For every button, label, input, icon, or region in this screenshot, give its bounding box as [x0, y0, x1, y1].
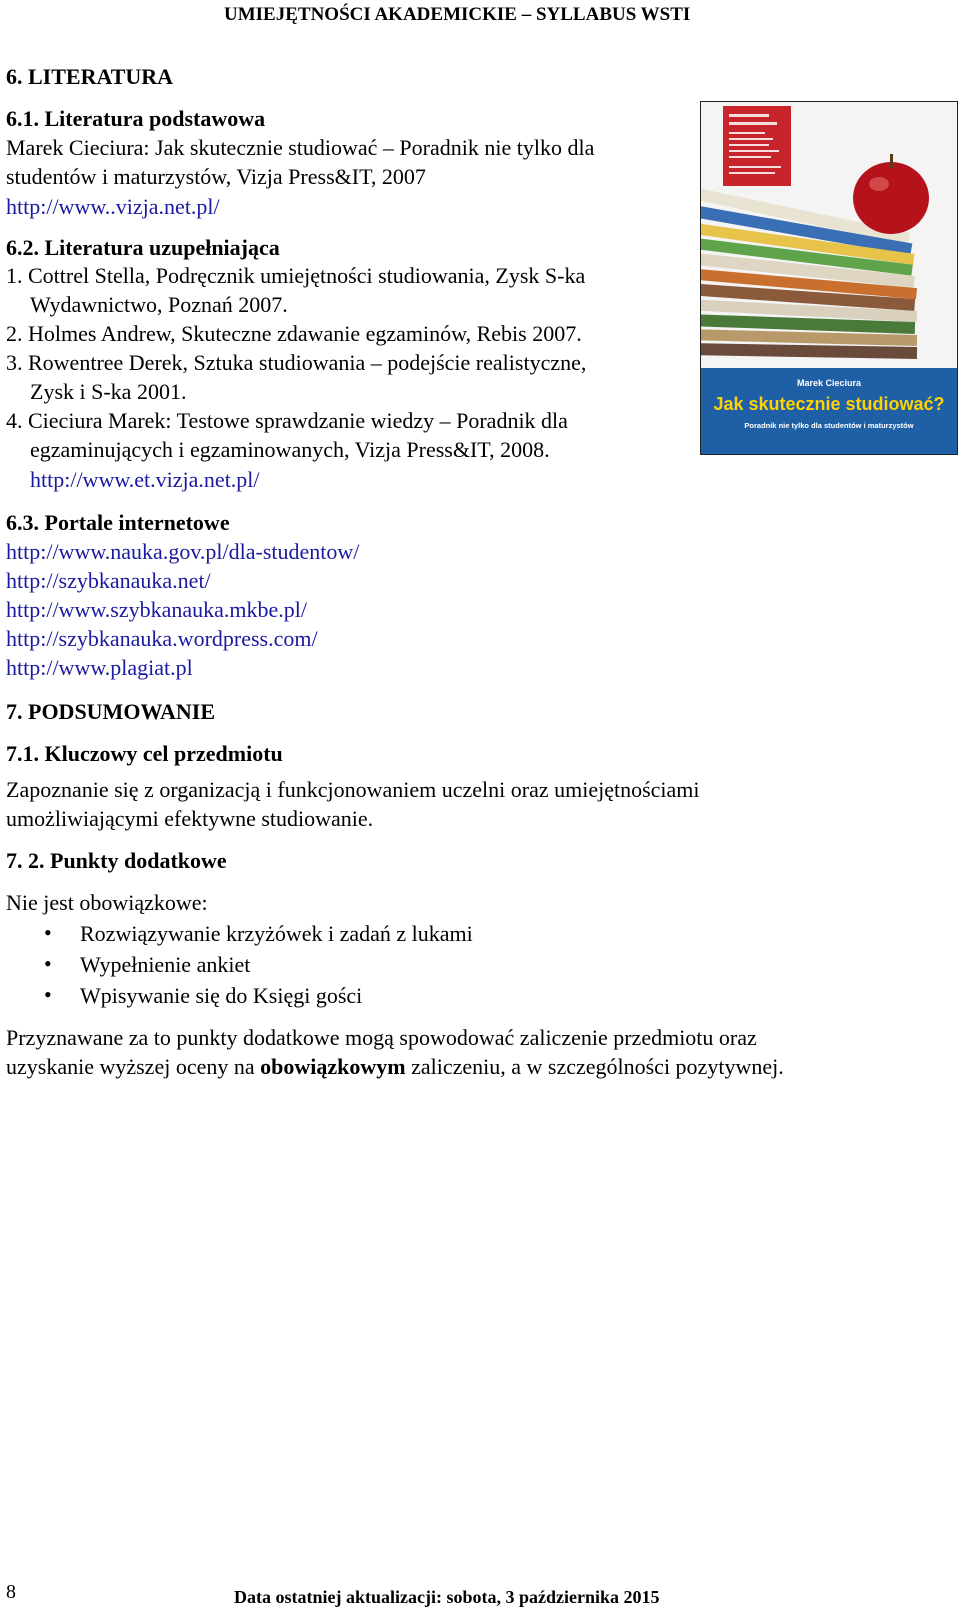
paragraph-text: uzyskanie wyższej oceny na: [6, 1054, 261, 1079]
bullet-dot: •: [44, 920, 52, 945]
apple-shape: [853, 162, 929, 234]
book-cover-image: [700, 101, 958, 455]
supplementary-item-1-line-2: Wydawnictwo, Poznań 2007.: [30, 292, 288, 317]
cover-subtitle: Poradnik nie tylko dla studentów i maturzystów: [744, 421, 914, 430]
paragraph-emphasis: obowiązkowym: [260, 1054, 406, 1079]
page-header-title: UMIEJĘTNOŚCI AKADEMICKIE – SYLLABUS WSTI: [224, 4, 691, 25]
extra-points-paragraph-line-1: Przyznawane za to punkty dodatkowe mogą spowodować zaliczenie przedmiotu oraz: [6, 1025, 757, 1050]
supplementary-item-2: 2. Holmes Andrew, Skuteczne zdawanie egzaminów, Rebis 2007.: [6, 321, 582, 346]
basic-literature-line-2: studentów i maturzystów, Vizja Press&IT, 2007: [6, 164, 426, 189]
key-goal-line-1: Zapoznanie się z organizacją i funkcjonowaniem uczelni oraz umiejętnościami: [6, 777, 700, 802]
page-number: 8: [6, 1581, 16, 1603]
supplementary-item-3-line-2: Zysk i S-ka 2001.: [30, 379, 187, 404]
bullet-item-2: Wypełnienie ankiet: [80, 952, 251, 977]
portal-link-plagiat[interactable]: http://www.plagiat.pl: [6, 655, 193, 680]
paragraph-text: zaliczeniu, a w szczególności pozytywnej.: [405, 1054, 784, 1079]
section-6-2-heading: 6.2. Literatura uzupełniająca: [6, 235, 280, 260]
section-7-heading: 7. PODSUMOWANIE: [6, 699, 216, 724]
section-7-1-heading: 7.1. Kluczowy cel przedmiotu: [6, 741, 283, 766]
key-goal-line-2: umożliwiającymi efektywne studiowanie.: [6, 806, 374, 831]
section-7-2-heading: 7. 2. Punkty dodatkowe: [6, 848, 227, 873]
supplementary-item-1-line-1: 1. Cottrel Stella, Podręcznik umiejętności studiowania, Zysk S-ka: [6, 263, 586, 288]
supplementary-item-4-line-1: 4. Cieciura Marek: Testowe sprawdzanie wiedzy – Poradnik dla: [6, 408, 568, 433]
portal-link-szybkanauka-wordpress[interactable]: http://szybkanauka.wordpress.com/: [6, 626, 318, 651]
extra-points-intro: Nie jest obowiązkowe:: [6, 890, 208, 915]
section-6-1-heading: 6.1. Literatura podstawowa: [6, 106, 266, 131]
cover-title: Jak skutecznie studiować?: [713, 394, 945, 414]
supplementary-item-3-line-1: 3. Rowentree Derek, Sztuka studiowania – podejście realistyczne,: [6, 350, 587, 375]
portal-link-szybkanauka-mkbe[interactable]: http://www.szybkanauka.mkbe.pl/: [6, 597, 308, 622]
cover-author: Marek Cieciura: [796, 378, 862, 388]
last-update-footer: Data ostatniej aktualizacji: sobota, 3 października 2015: [234, 1587, 660, 1607]
supplementary-item-4-line-2: egzaminujących i egzaminowanych, Vizja Press&IT, 2008.: [30, 437, 550, 462]
bullet-item-1: Rozwiązywanie krzyżówek i zadań z lukami: [80, 921, 473, 946]
portal-link-nauka-gov[interactable]: http://www.nauka.gov.pl/dla-studentow/: [6, 539, 360, 564]
vizja-link[interactable]: http://www..vizja.net.pl/: [6, 194, 220, 219]
section-6-3-heading: 6.3. Portale internetowe: [6, 510, 230, 535]
portal-link-szybkanauka-net[interactable]: http://szybkanauka.net/: [6, 568, 211, 593]
book-cover-illustration: [701, 102, 957, 454]
bullet-item-3: Wpisywanie się do Księgi gości: [80, 983, 363, 1008]
extra-points-paragraph-line-2: [6, 1053, 784, 1081]
basic-literature-line-1: Marek Cieciura: Jak skutecznie studiować – Poradnik nie tylko dla: [6, 135, 595, 160]
bullet-dot: •: [44, 951, 52, 976]
vizja-et-link[interactable]: http://www.et.vizja.net.pl/: [30, 467, 260, 492]
section-6-heading: 6. LITERATURA: [6, 64, 174, 89]
bullet-dot: •: [44, 982, 52, 1007]
